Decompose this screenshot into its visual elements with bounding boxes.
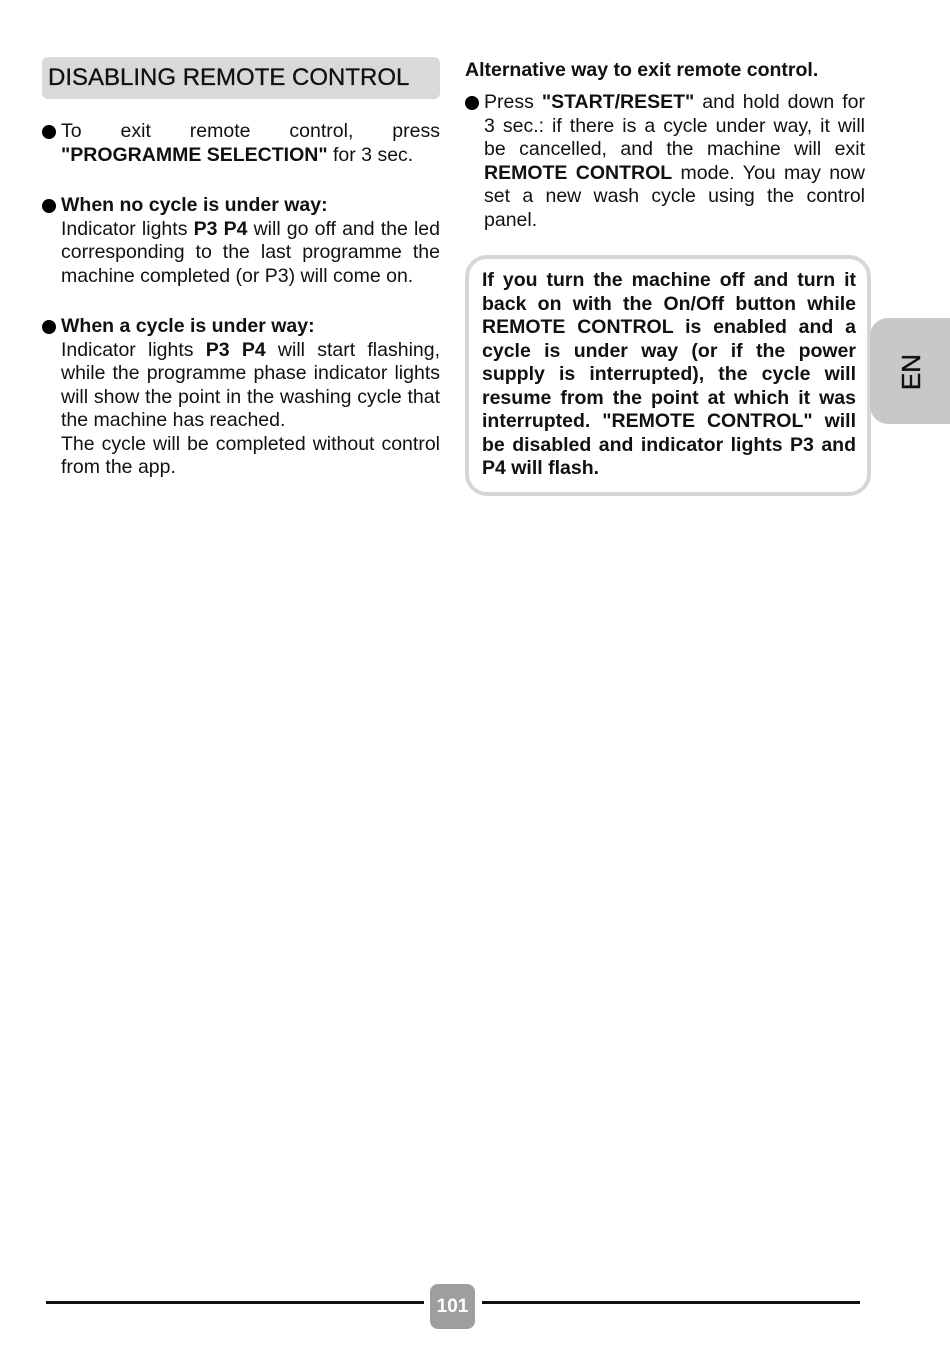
footer-rule-right (482, 1301, 860, 1304)
alternative-exit-heading: Alternative way to exit remote control. (465, 59, 819, 81)
bullet-heading: When no cycle is under way: (61, 194, 328, 216)
bullet-text (61, 120, 440, 167)
bullet-icon (42, 199, 56, 213)
bullet-text-continued: The cycle will be completed without control from the app. (61, 432, 440, 478)
bold-segment: P3 P4 (193, 217, 248, 240)
text-segment: for 3 sec. (327, 143, 414, 166)
page-number: 101 (430, 1284, 475, 1329)
bullet-text (61, 218, 440, 289)
bold-segment: P3 P4 (205, 338, 266, 361)
text-segment: To exit remote control, press (61, 120, 440, 142)
section-title: DISABLING REMOTE CONTROL (42, 57, 440, 99)
bullet-heading: When a cycle is under way: (61, 315, 315, 337)
right-column (465, 57, 865, 496)
bold-segment: REMOTE CONTROL (484, 161, 673, 184)
text-segment: and hold down for 3 sec.: if there is a cycle under way, it will be cancelled, and the machine will exit (484, 91, 865, 160)
warning-text: If you turn the machine off and turn it back on with the On/Off button while REMOTE CONTROL is enabled and a cycle is under way (or if the power supply is interrupted), the cycle will resume from the point at which it was interrupted. "REMOTE CONTROL" will be disabled and indicator lights P3 and P4 will flash. (482, 269, 856, 479)
bold-segment: "START/RESET" (541, 91, 695, 113)
text-segment: Press (484, 91, 542, 113)
bullet-text (484, 91, 865, 232)
bold-segment: "PROGRAMME SELECTION" (61, 143, 328, 166)
text-segment: Indicator lights (61, 338, 206, 361)
warning-box (465, 255, 871, 496)
bullet-item-no-cycle (42, 194, 440, 288)
bullet-item-start-reset (465, 91, 865, 232)
left-column (42, 57, 440, 480)
bullet-icon (42, 125, 56, 139)
language-tab-label: EN (896, 353, 926, 391)
bullet-text (61, 339, 440, 433)
bullet-icon (465, 96, 479, 110)
bullet-icon (42, 320, 56, 334)
bullet-item-exit-remote (42, 120, 440, 167)
text-segment: mode. You may now set a new wash cycle using the control panel. (484, 161, 865, 231)
bullet-item-cycle-under-way (42, 315, 440, 480)
text-segment: will start flashing, while the programme phase indicator lights will show the point in the washing cycle that the machine has reached. (61, 338, 441, 431)
text-segment: will go off and the led corresponding to the last programme the machine completed (or P3) will come on. (61, 217, 440, 287)
text-segment: Indicator lights (61, 217, 194, 240)
footer-rule-left (46, 1301, 424, 1304)
